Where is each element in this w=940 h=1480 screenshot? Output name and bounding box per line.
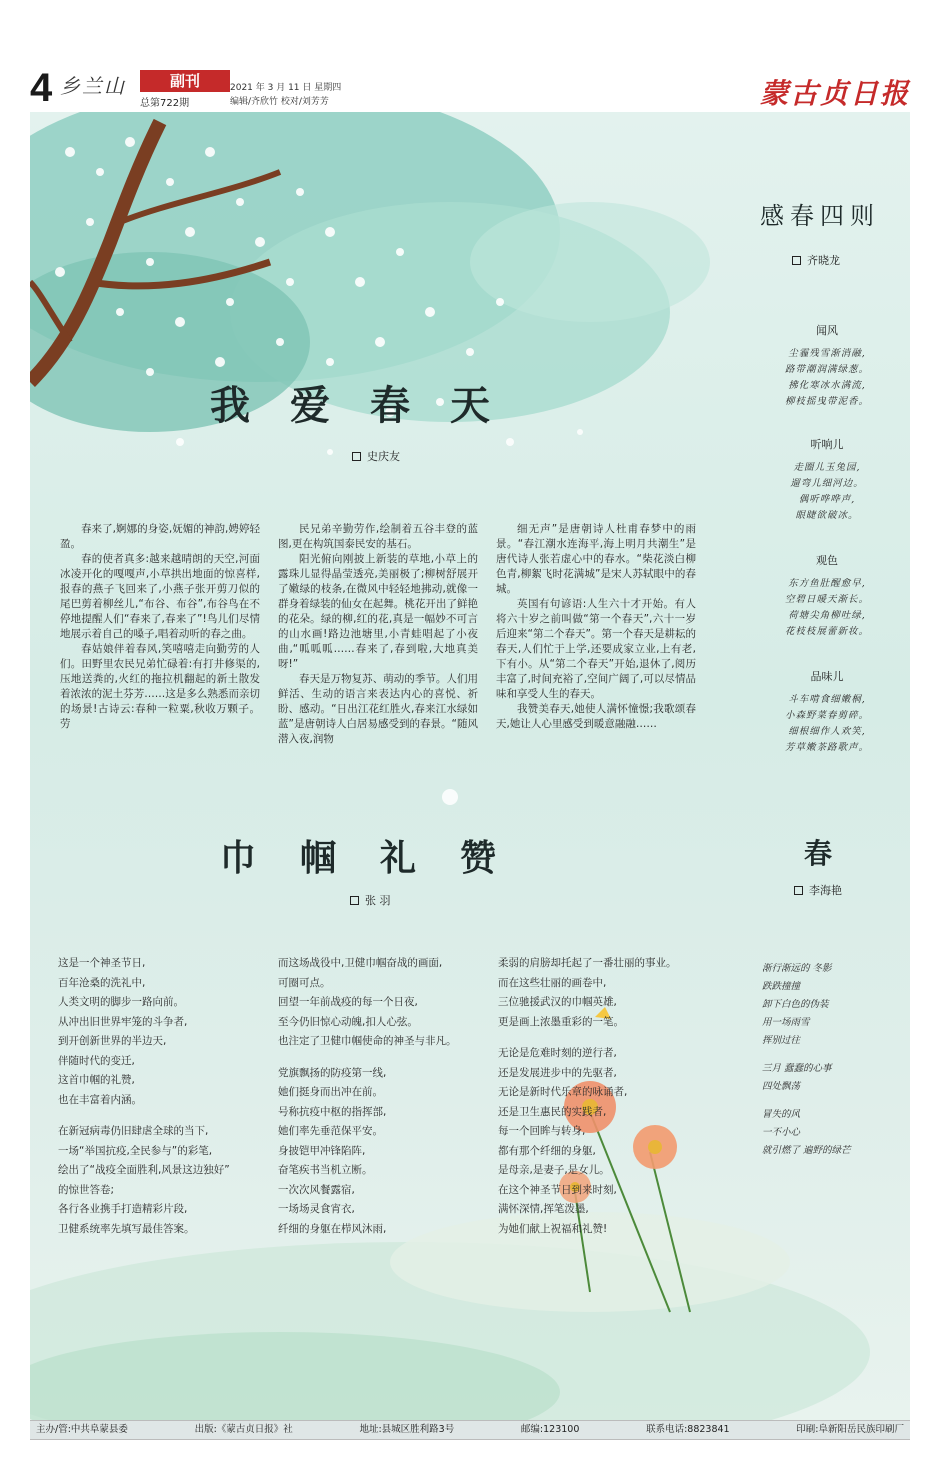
verse-line: 也在丰富着内涵。 bbox=[58, 1093, 142, 1106]
page-number: 4 bbox=[30, 66, 53, 110]
footer-postcode: 邮编:123100 bbox=[520, 1424, 580, 1435]
poem-line: 一不小心 bbox=[762, 1127, 801, 1138]
poem-pinwei bbox=[752, 668, 902, 756]
byline-box-icon bbox=[352, 452, 361, 461]
article2-byline bbox=[350, 892, 391, 908]
poem-line: 遛弯儿细河边。 bbox=[790, 478, 864, 489]
article2-author: 张 羽 bbox=[365, 894, 391, 907]
verse-line: 绘出了“战疫全面胜利,风景这边独好” bbox=[58, 1164, 230, 1176]
verse-line: 的惊世答卷; bbox=[58, 1183, 115, 1196]
poem-line: 偶听哗哗声, bbox=[798, 494, 856, 505]
stanza-gap bbox=[58, 1110, 230, 1122]
verse-line: 为她们献上祝福和礼赞! bbox=[498, 1222, 608, 1235]
poems-author: 齐晓龙 bbox=[807, 254, 840, 267]
poem-line: 路带潮润满绿葱。 bbox=[784, 364, 869, 375]
poem-line: 卸下白色的伪装 bbox=[762, 999, 829, 1010]
verse-line: 回望一年前战疫的每一个日夜, bbox=[278, 996, 418, 1008]
verse-line: 各行各业携手打造精彩片段, bbox=[58, 1203, 188, 1215]
verse-line: 一场场灵食宵衣, bbox=[278, 1203, 355, 1215]
poem-line: 细根细作人欢笑, bbox=[788, 726, 866, 737]
verse-line: 这是一个神圣节日, bbox=[58, 957, 146, 969]
verse-line: 还是发展进步中的先驱者, bbox=[498, 1066, 617, 1079]
poems-byline bbox=[792, 252, 840, 268]
article1-byline bbox=[352, 448, 400, 464]
editor-line: 编辑/齐欣竹 校对/刘芳芳 bbox=[230, 97, 329, 107]
paragraph: 我赞美春天,她使人满怀憧憬;我歌颂春天,她让人心里感受到暖意融融…… bbox=[496, 703, 696, 730]
poem-line: 跌跌撞撞 bbox=[762, 981, 801, 992]
verse-line: 纤细的身躯在栉风沐雨, bbox=[278, 1222, 387, 1235]
verse-line: 卫健系统率先填写最佳答案。 bbox=[58, 1222, 195, 1235]
poem-title: 闻风 bbox=[816, 324, 838, 337]
footer-publisher: 出版:《蒙古贞日报》社 bbox=[194, 1424, 293, 1435]
poem-wenfeng bbox=[752, 322, 902, 410]
poem-line: 尘霾残雪渐消融, bbox=[788, 348, 866, 359]
poem-chun-byline bbox=[794, 882, 842, 898]
poem-line: 四处飘荡 bbox=[762, 1081, 801, 1092]
verse-line: 每一个回眸与转身, bbox=[498, 1125, 586, 1137]
masthead bbox=[30, 66, 910, 110]
verse-line: 在新冠病毒仍旧肆虐全球的当下, bbox=[58, 1125, 209, 1137]
article1-column-2 bbox=[278, 522, 478, 747]
footer-address: 地址:县城区胜利路3号 bbox=[359, 1424, 455, 1435]
verse-line: 伴随时代的变迁, bbox=[58, 1054, 135, 1067]
imprint-footer bbox=[30, 1420, 910, 1440]
verse-line: 还是卫生惠民的实践者, bbox=[498, 1105, 607, 1118]
verse-line: 身披铠甲冲锋陷阵, bbox=[278, 1144, 366, 1157]
stanza-gap bbox=[278, 1052, 457, 1064]
stanza-gap bbox=[762, 1096, 851, 1106]
poem-line: 走圈儿玉兔园, bbox=[793, 462, 861, 473]
verse-line: 党旗飘扬的防疫第一线, bbox=[278, 1066, 387, 1079]
verse-line: 而这场战役中,卫健巾帼奋战的画面, bbox=[278, 957, 443, 969]
feature-panel bbox=[30, 112, 910, 1420]
footer-phone: 联系电话:8823841 bbox=[646, 1424, 730, 1435]
byline-box-icon bbox=[794, 886, 803, 895]
paragraph: 春姑娘伴着春风,笑嘻嘻走向勤劳的人们。田野里农民兄弟忙碌着:有打井修渠的,压地送粪的,火红的拖拉机翻起的新土散发着浓浓的泥土芬芳……这是多么熟悉而亲切的场景!古诗云:春种一粒粟,秋收万颗子。劳 bbox=[60, 643, 260, 730]
article1-author: 史庆友 bbox=[367, 450, 400, 463]
verse-line: 更是画上浓墨重彩的一笔。 bbox=[498, 1015, 624, 1028]
verse-line: 号称抗疫中枢的指挥部, bbox=[278, 1105, 387, 1118]
verse-line: 都有那个纤细的身躯, bbox=[498, 1144, 596, 1157]
paragraph: 英国有句谚语:人生六十才开始。有人将六十岁之前叫做“第一个春天”,六十一岁后迎来“第二个春天”。第一个春天是耕耘的春天,人们忙于上学,还要成家立业,上有老,下有小。从“第二个春天”开始,退休了,阅历丰富了,时间充裕了,空间广阔了,可以尽情品味和享受人生的春天。 bbox=[496, 598, 696, 700]
verse-line: 这首巾帼的礼赞, bbox=[58, 1074, 135, 1086]
column-logo: 乡兰山 bbox=[60, 74, 126, 98]
byline-box-icon bbox=[792, 256, 801, 265]
verse-line: 她们率先垂范保平安。 bbox=[278, 1125, 383, 1137]
poem-line: 花枝枝展蕾新妆。 bbox=[784, 626, 869, 637]
poem-line: 渐行渐远的 冬影 bbox=[762, 963, 832, 974]
poem-guanse bbox=[752, 552, 902, 640]
verse-line: 奋笔疾书当机立断。 bbox=[278, 1164, 373, 1176]
issue-total: 总第722期 bbox=[140, 98, 190, 109]
poem-line: 眼睫欲破冰。 bbox=[795, 510, 859, 521]
article2-column-2 bbox=[278, 954, 457, 1239]
poem-line: 三月 蠢蠢的心事 bbox=[762, 1063, 832, 1074]
article2-column-1 bbox=[58, 954, 230, 1239]
paragraph: 阳光俯向刚披上新装的草地,小草上的露珠儿显得晶莹透亮,美丽极了;柳树舒展开了嫩绿的枝条,在微风中轻轻地拂动,就像一群身着绿装的仙女在起舞。桃花开出了鲜艳的花朵。绿的柳,红的花,真是一幅妙不可言的山水画!路边池塘里,小青蛙唱起了小夜曲,“呱呱呱……春来了,春到啦,大地真美呀!” bbox=[278, 553, 478, 670]
verse-line: 满怀深情,挥笔泼墨, bbox=[498, 1203, 589, 1215]
paragraph: 春天是万物复苏、萌动的季节。人们用鲜活、生动的语言来表达内心的喜悦、祈盼、感动。“日出江花红胜火,春来江水绿如蓝”是唐朝诗人白居易感受到的春景。“随风潜入夜,润物 bbox=[278, 673, 478, 745]
paragraph: 春来了,婀娜的身姿,妩媚的神韵,娉婷轻盈。 bbox=[60, 523, 260, 550]
verse-line: 无论是危难时刻的逆行者, bbox=[498, 1047, 617, 1059]
article1-column-1 bbox=[60, 522, 260, 732]
stanza-gap bbox=[762, 1050, 851, 1060]
verse-line: 至今仍旧惊心动魄,扣人心弦。 bbox=[278, 1015, 418, 1028]
verse-line: 她们挺身而出冲在前。 bbox=[278, 1086, 383, 1098]
poem-chun-title: 春 bbox=[804, 837, 833, 870]
poem-line: 挥别过往 bbox=[762, 1035, 801, 1046]
footer-host: 主办/管:中共阜蒙县委 bbox=[36, 1424, 128, 1435]
verse-line: 百年沧桑的洗礼中, bbox=[58, 976, 146, 989]
poem-line: 冒失的风 bbox=[762, 1109, 801, 1120]
verse-line: 柔弱的肩膀却托起了一番壮丽的事业。 bbox=[498, 957, 677, 969]
verse-line: 一场“举国抗疫,全民参与”的彩笔, bbox=[58, 1144, 213, 1157]
article1-title: 我爱春天 bbox=[210, 382, 530, 429]
poem-title: 听响儿 bbox=[810, 438, 844, 451]
poems-title: 感春四则 bbox=[760, 202, 880, 230]
paper-name: 蒙古贞日报 bbox=[759, 77, 910, 110]
article1-column-3 bbox=[496, 522, 696, 732]
poem-line: 东方鱼肚醒愈早, bbox=[788, 578, 866, 589]
verse-line: 可圈可点。 bbox=[278, 976, 331, 989]
poem-line: 就引燃了 遍野的绿芒 bbox=[762, 1145, 851, 1156]
verse-line: 在这个神圣节日到来时刻, bbox=[498, 1183, 617, 1196]
article2-column-3 bbox=[498, 954, 677, 1239]
poem-tingxiang bbox=[752, 436, 902, 524]
date-line: 2021 年 3 月 11 日 星期四 bbox=[230, 83, 342, 93]
verse-line: 从冲出旧世界牢笼的斗争者, bbox=[58, 1015, 188, 1028]
footer-printer: 印刷:阜新阳岳民族印刷厂 bbox=[796, 1424, 904, 1435]
poem-line: 拂化寒冰水满流, bbox=[788, 380, 866, 391]
stanza-gap bbox=[498, 1032, 677, 1044]
verse-line: 无论是新时代乐章的咏诵者, bbox=[498, 1086, 628, 1098]
verse-line: 也注定了卫健巾帼使命的神圣与非凡。 bbox=[278, 1035, 457, 1047]
section-badge: 副刊 bbox=[140, 70, 230, 92]
verse-line: 而在这些壮丽的画卷中, bbox=[498, 976, 607, 989]
byline-box-icon bbox=[350, 896, 359, 905]
poem-line: 空碧日暖天渐长。 bbox=[784, 594, 869, 605]
poem-title: 品味儿 bbox=[810, 670, 844, 683]
verse-line: 人类文明的脚步一路向前。 bbox=[58, 996, 184, 1008]
paragraph: 细无声”是唐朝诗人杜甫春梦中的雨景。“春江潮水连海平,海上明月共潮生”是唐代诗人张若虚心中的春水。“柴花淡白柳色青,柳絮飞时花满城”是宋人苏轼眼中的春城。 bbox=[496, 523, 696, 595]
poem-line: 小森野菜春剪碎。 bbox=[784, 710, 869, 721]
article2-title: 巾帼礼赞 bbox=[220, 837, 541, 879]
poem-line: 芳草嫩茶路歌声。 bbox=[784, 742, 869, 753]
verse-line: 一次次风餐露宿, bbox=[278, 1183, 355, 1196]
verse-line: 三位驰援武汉的巾帼英雄, bbox=[498, 996, 617, 1008]
verse-line: 是母亲,是妻子,是女儿。 bbox=[498, 1164, 610, 1176]
verse-line: 到开创新世界的半边天, bbox=[58, 1035, 167, 1047]
poem-chun-author: 李海艳 bbox=[809, 884, 842, 897]
poem-line: 荷塘尖角柳吐绿, bbox=[788, 610, 866, 621]
paragraph: 民兄弟辛勤劳作,绘制着五谷丰登的蓝图,更在构筑国泰民安的基石。 bbox=[278, 523, 478, 550]
poem-line: 用一场雨雪 bbox=[762, 1017, 810, 1028]
poem-title: 观色 bbox=[816, 554, 838, 567]
paragraph: 春的使者真多:越来越晴朗的天空,河面冰凌开化的嘎嘎声,小草拱出地面的惊喜样,报春的燕子飞回来了,小燕子张开剪刀似的尾巴剪着柳丝儿,“布谷、布谷”,布谷鸟在不停地提醒人们“春来了,春来了”!鸟儿们尽情地展示着自己的嗓子,唱着动听的春之曲。 bbox=[60, 553, 260, 640]
poem-line: 柳枝摇曳带泥香。 bbox=[784, 396, 869, 407]
poem-line: 斗车啃食细嫩桐, bbox=[788, 694, 866, 705]
poem-chun-body bbox=[762, 960, 851, 1160]
